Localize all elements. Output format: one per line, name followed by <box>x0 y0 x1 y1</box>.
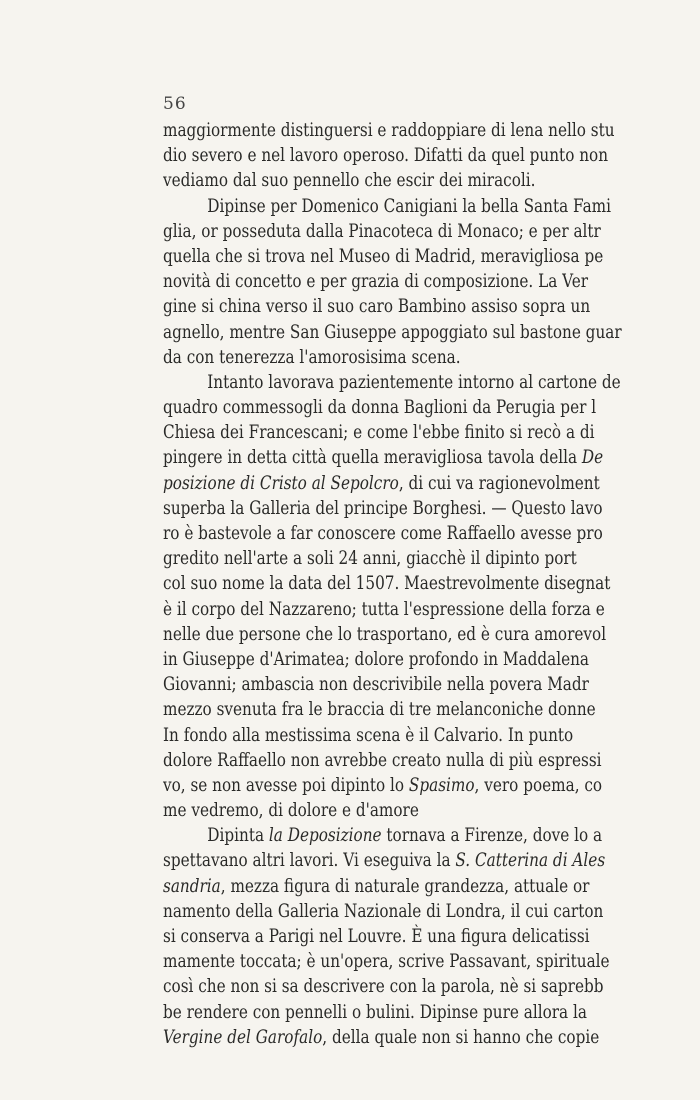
text-line <box>163 294 655 319</box>
text-segment: glia, or posseduta dalla Pinacoteca di Monaco; e per altr <box>163 220 601 242</box>
text-segment: Intanto lavorava pazientemente intorno al cartone de <box>207 371 621 393</box>
italic-text-segment: S. Catterina di Ales <box>455 850 606 872</box>
italic-text-segment: la Deposizione <box>268 825 382 847</box>
text-segment: Dipinse per Domenico Canigiani la bella Santa Fami <box>207 195 611 217</box>
text-segment: col suo nome la data del 1507. Maestrevolmente disegnat <box>163 573 611 595</box>
text-segment: Dipinta <box>207 825 269 847</box>
body-text <box>163 118 700 1050</box>
text-line <box>163 546 655 571</box>
text-line <box>163 244 655 269</box>
text-segment: mezzo svenuta fra le braccia di tre melanconiche donne <box>163 699 596 721</box>
text-line <box>163 823 655 848</box>
italic-text-segment: Vergine del Garofalo <box>163 1026 323 1048</box>
text-segment: mamente toccata; è un'opera, scrive Passavant, spirituale <box>163 951 610 973</box>
text-segment: dolore Raffaello non avrebbe creato nulla di più espressi <box>163 749 602 771</box>
text-segment: , della quale non si hanno che copie <box>322 1026 600 1048</box>
text-segment: gine si china verso il suo caro Bambino assiso sopra un <box>163 296 591 318</box>
text-line <box>163 1025 655 1050</box>
text-line <box>163 320 655 345</box>
text-line <box>163 395 655 420</box>
text-line <box>163 899 655 924</box>
text-segment: vo, se non avesse poi dipinto lo <box>163 774 409 796</box>
text-segment: dio severo e nel lavoro operoso. Difatti da quel punto non <box>163 145 609 167</box>
text-segment: spettavano altri lavori. Vi eseguiva la <box>163 850 456 872</box>
text-line <box>163 697 655 722</box>
text-segment: maggiormente distinguersi e raddoppiare di lena nello stu <box>163 120 615 141</box>
text-segment: quadro commessogli da donna Baglioni da Perugia per l <box>163 397 597 419</box>
italic-text-segment: De <box>581 447 604 469</box>
text-line <box>163 194 655 219</box>
text-line <box>163 748 655 773</box>
italic-text-segment: posizione di Cristo al Sepolcro <box>163 472 399 494</box>
text-segment: agnello, mentre San Giuseppe appoggiato sul bastone guar <box>163 321 622 343</box>
text-segment: pingere in detta città quella meravigliosa tavola della <box>163 447 582 469</box>
text-line <box>163 798 655 823</box>
text-segment: novità di concetto e per grazia di composizione. La Ver <box>163 271 589 293</box>
text-segment: , mezza figura di naturale grandezza, attuale or <box>220 875 590 897</box>
text-segment: nelle due persone che lo trasportano, ed è cura amorevol <box>163 623 607 645</box>
text-line <box>163 496 655 521</box>
text-segment: vediamo dal suo pennello che escir dei miracoli. <box>163 170 536 192</box>
text-segment: In fondo alla mestissima scena è il Calvario. In punto <box>163 724 574 746</box>
text-line <box>163 597 655 622</box>
text-line <box>163 521 655 546</box>
text-segment: , vero poema, co <box>474 774 603 796</box>
italic-text-segment: Spasimo <box>408 774 475 796</box>
text-segment: Giovanni; ambascia non descrivibile nella povera Madr <box>163 674 589 696</box>
text-line <box>163 672 655 697</box>
text-line <box>163 168 655 193</box>
text-line <box>163 445 655 470</box>
text-segment: me vedremo, di dolore e d'amore <box>163 800 419 822</box>
text-line <box>163 874 655 899</box>
text-segment: namento della Galleria Nazionale di Londra, il cui carton <box>163 900 604 922</box>
text-line <box>163 471 655 496</box>
text-line <box>163 420 655 445</box>
text-segment: , di cui va ragionevolment <box>398 472 600 494</box>
text-line <box>163 345 655 370</box>
text-segment: tornava a Firenze, dove lo a <box>381 825 603 847</box>
text-segment: quella che si trova nel Museo di Madrid, meravigliosa pe <box>163 245 604 267</box>
italic-text-segment: sandria <box>163 875 221 897</box>
text-segment: così che non si sa descrivere con la parola, nè si saprebb <box>163 976 604 998</box>
text-line <box>163 848 655 873</box>
text-line <box>163 622 655 647</box>
text-line <box>163 949 655 974</box>
text-line <box>163 924 655 949</box>
text-segment: ro è bastevole a far conoscere come Raffaello avesse pro <box>163 523 603 544</box>
text-line <box>163 219 655 244</box>
text-segment: be rendere con pennelli o bulini. Dipinse pure allora la <box>163 1001 587 1023</box>
text-line <box>163 1000 655 1025</box>
text-line <box>163 571 655 596</box>
text-line <box>163 143 655 168</box>
text-segment: in Giuseppe d'Arimatea; dolore profondo in Maddalena <box>163 648 590 670</box>
text-line <box>163 723 655 748</box>
text-segment: si conserva a Parigi nel Louvre. È una figura delicatissi <box>163 926 590 947</box>
text-line <box>163 974 655 999</box>
page-number: 56 <box>163 94 187 114</box>
text-segment: da con tenerezza l'amorosisima scena. <box>163 346 461 368</box>
text-line <box>163 118 655 143</box>
text-line <box>163 269 655 294</box>
text-line <box>163 370 655 395</box>
text-segment: è il corpo del Nazzareno; tutta l'espressione della forza e <box>163 598 605 620</box>
text-segment: superba la Galleria del principe Borghesi. — Questo lavo <box>163 497 603 519</box>
text-segment: Chiesa dei Francescani; e come l'ebbe finito si recò a di <box>163 422 595 444</box>
text-segment: gredito nell'arte a soli 24 anni, giacchè il dipinto port <box>163 548 577 570</box>
text-line <box>163 647 655 672</box>
text-line <box>163 773 655 798</box>
